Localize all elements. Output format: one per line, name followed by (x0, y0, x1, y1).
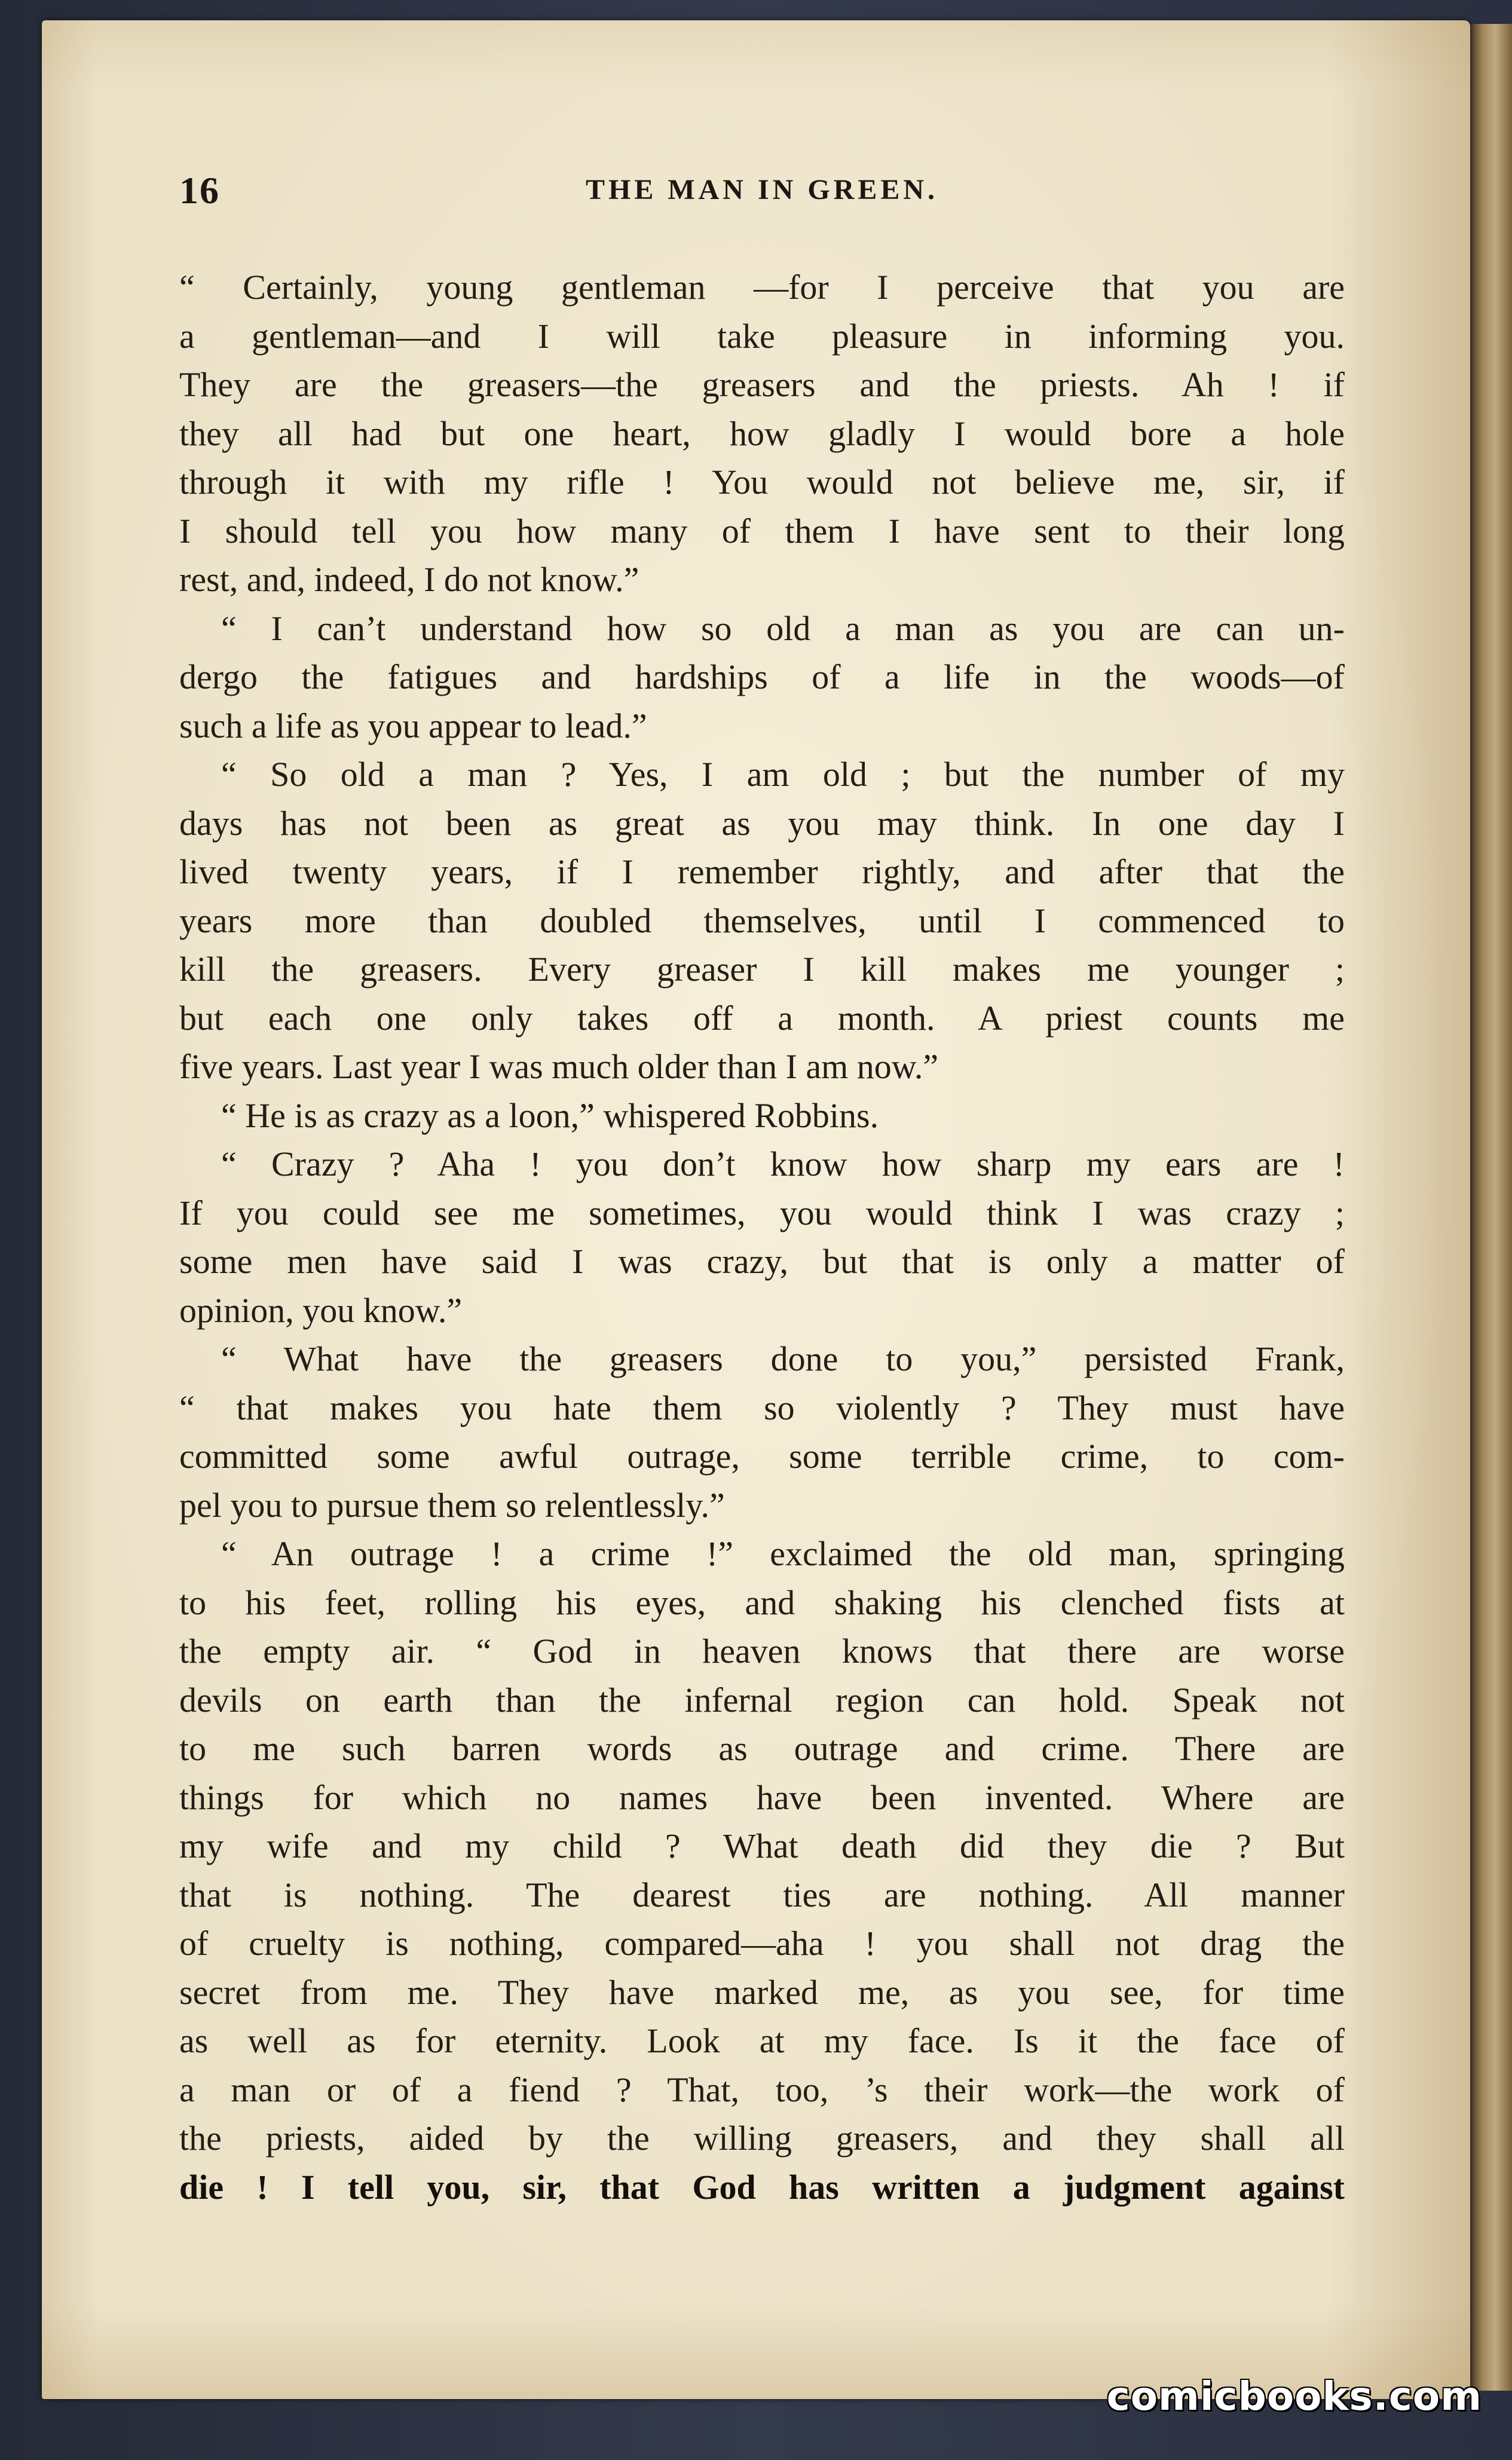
text-line: of cruelty is nothing, compared—aha ! you shall not drag the (179, 1924, 1345, 1963)
text-line: the empty air. “ God in heaven knows that there are worse (179, 1632, 1345, 1670)
text-line: a man or of a fiend ? That, too, ’s their work—the work of (179, 2070, 1345, 2109)
text-line: “ Certainly, young gentleman —for I perceive that you are (179, 268, 1345, 307)
watermark: comicbooks.com (1106, 2373, 1482, 2419)
text-line: a gentleman—and I will take pleasure in informing you. (179, 316, 1345, 356)
text-line: as well as for eternity. Look at my face. Is it the face of (179, 2021, 1345, 2060)
text-line: lived twenty years, if I remember rightly, and after that the (179, 852, 1345, 891)
text-line: days has not been as great as you may think. In one day I (179, 803, 1345, 843)
text-line: dergo the fatigues and hardships of a life in the woods—of (179, 657, 1345, 696)
text-line: “ So old a man ? Yes, I am old ; but the number of my (221, 755, 1345, 794)
running-title: THE MAN IN GREEN. (585, 174, 939, 206)
text-line: “ I can’t understand how so old a man as you are can un- (221, 608, 1345, 648)
text-line: but each one only takes off a month. A priest counts me (179, 998, 1345, 1038)
text-line: “ that makes you hate them so violently ? They must have (179, 1388, 1345, 1427)
text-line: such a life as you appear to lead.” (179, 706, 647, 745)
text-line: secret from me. They have marked me, as you see, for time (179, 1972, 1345, 2012)
text-line: five years. Last year I was much older than I am now.” (179, 1047, 939, 1086)
text-line: pel you to pursue them so relentlessly.” (179, 1485, 725, 1525)
text-line: rest, and, indeed, I do not know.” (179, 560, 639, 599)
text-line: If you could see me sometimes, you would think I was crazy ; (179, 1193, 1345, 1232)
text-line: to his feet, rolling his eyes, and shaking his clenched fists at (179, 1583, 1345, 1622)
text-line: years more than doubled themselves, until I commenced to (179, 901, 1345, 940)
text-line: “ He is as crazy as a loon,” whispered Robbins. (221, 1096, 879, 1135)
text-line: committed some awful outrage, some terrible crime, to com- (179, 1437, 1345, 1476)
text-line: “ An outrage ! a crime !” exclaimed the old man, springing (221, 1534, 1345, 1573)
text-line: my wife and my child ? What death did they die ? But (179, 1826, 1345, 1865)
text-line: some men have said I was crazy, but that is only a matter of (179, 1242, 1345, 1281)
page-number: 16 (179, 169, 220, 212)
text-line: “ Crazy ? Aha ! you don’t know how sharp my ears are ! (221, 1145, 1345, 1183)
text-line: through it with my rifle ! You would not believe me, sir, if (179, 463, 1345, 501)
text-line: die ! I tell you, sir, that God has written a judgment against (179, 2167, 1345, 2207)
page-header (179, 169, 1345, 210)
text-line: they all had but one heart, how gladly I would bore a hole (179, 414, 1345, 453)
text-line: things for which no names have been invented. Where are (179, 1777, 1345, 1817)
text-line: “ What have the greasers done to you,” persisted Frank, (221, 1339, 1345, 1378)
text-line: kill the greasers. Every greaser I kill makes me younger ; (179, 950, 1345, 989)
text-line: to me such barren words as outrage and crime. There are (179, 1729, 1345, 1768)
text-line: They are the greasers—the greasers and the priests. Ah ! if (179, 365, 1345, 404)
facing-page-edge (1470, 24, 1512, 2391)
text-line: opinion, you know.” (179, 1290, 463, 1330)
text-line: the priests, aided by the willing greasers, and they shall all (179, 2119, 1345, 2158)
text-line: I should tell you how many of them I have sent to their long (179, 511, 1345, 550)
text-line: devils on earth than the infernal region can hold. Speak not (179, 1680, 1345, 1719)
text-line: that is nothing. The dearest ties are nothing. All manner (179, 1875, 1345, 1914)
body-text (179, 263, 1345, 2211)
